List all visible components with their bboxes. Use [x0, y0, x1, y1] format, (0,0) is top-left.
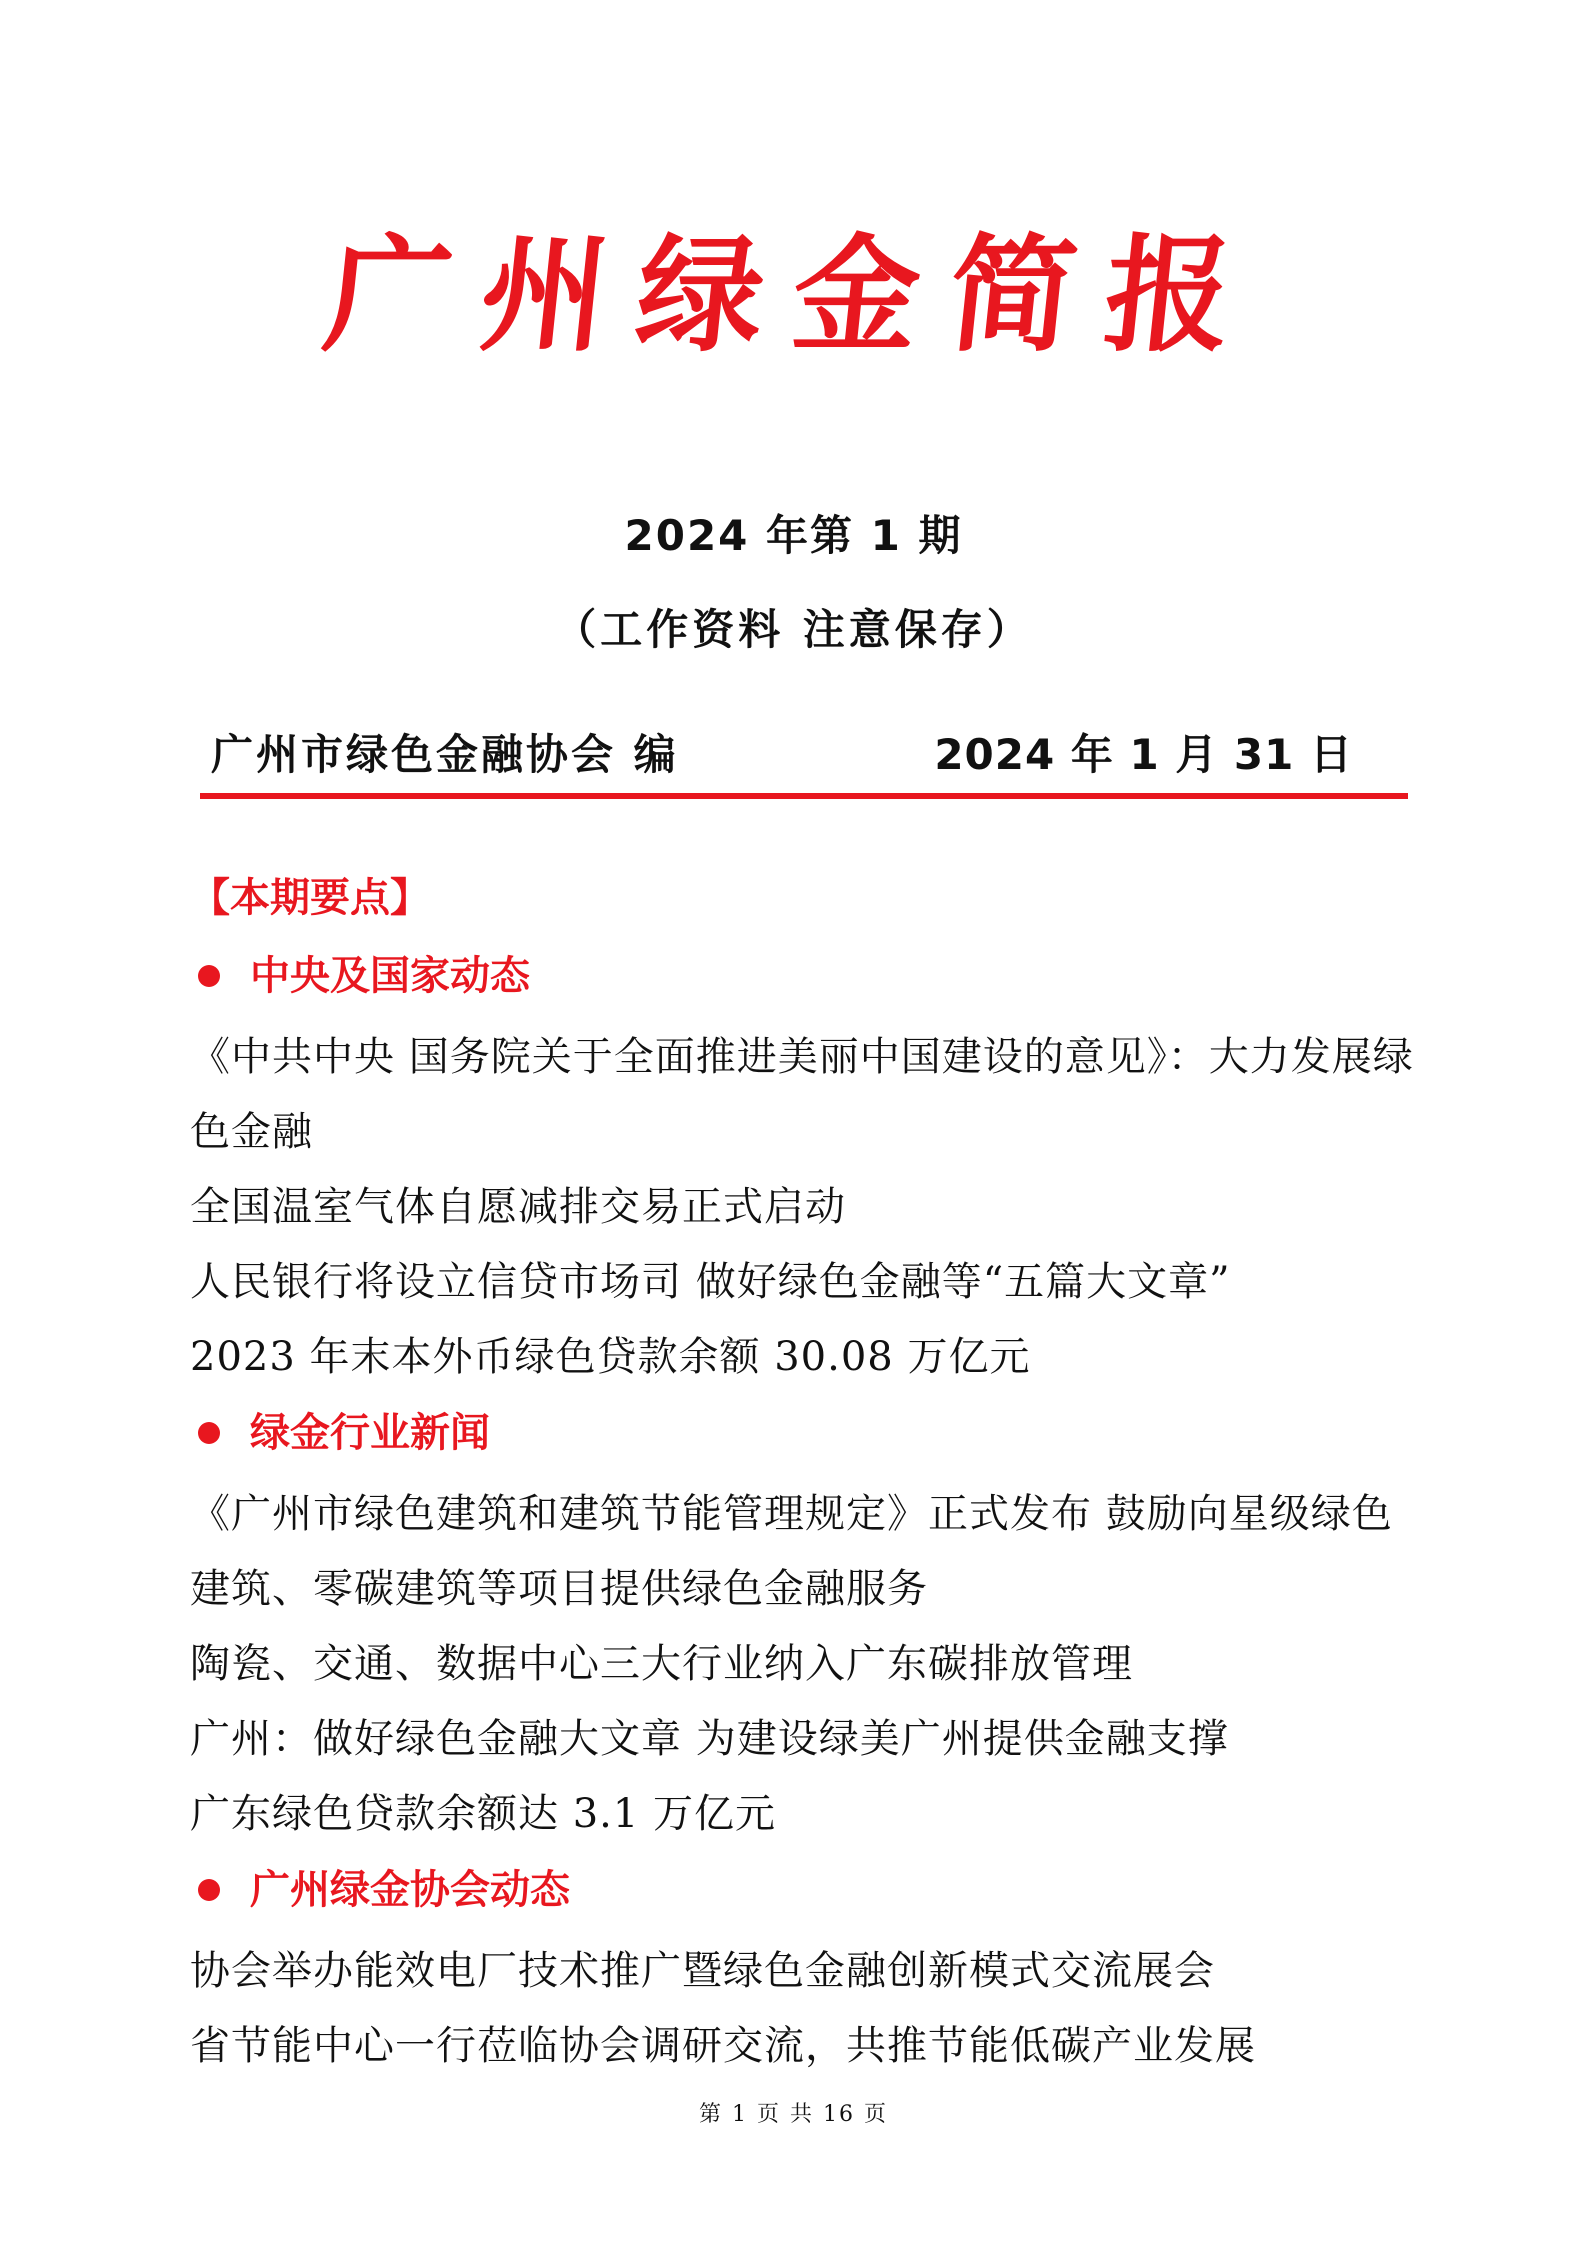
list-item: 《中共中央 国务院关于全面推进美丽中国建设的意见》：大力发展绿色金融 [190, 1034, 1414, 1155]
bullet-icon [198, 1879, 220, 1901]
list-item: 2023 年末本外币绿色贷款余额 30.08 万亿元 [190, 1334, 1031, 1380]
list-item: 协会举办能效电厂技术推广暨绿色金融创新模式交流展会 [190, 1948, 1215, 1994]
list-item: 人民银行将设立信贷市场司 做好绿色金融等“五篇大文章” [190, 1259, 1231, 1305]
section-heading-label: 中央及国家动态 [250, 953, 530, 999]
section-national [190, 946, 1420, 1395]
section-heading [190, 1860, 1420, 1920]
section-heading [190, 1403, 1420, 1463]
list-item: 广州：做好绿色金融大文章 为建设绿美广州提供金融支撑 [190, 1716, 1229, 1762]
section-industry-news [190, 1403, 1420, 1852]
section-heading [190, 946, 1420, 1006]
masthead-title: 广州绿金简报 [317, 221, 1270, 369]
document-note: （工作资料 注意保存） [554, 605, 1033, 654]
highlights-content [190, 868, 1420, 2092]
section-heading-label: 绿金行业新闻 [250, 1410, 490, 1456]
issue-number: 2024 年第 1 期 [624, 511, 963, 560]
publish-date: 2024 年 1 月 31 日 [934, 730, 1353, 779]
bullet-icon [198, 1422, 220, 1444]
editor-name: 广州市绿色金融协会 编 [211, 730, 679, 779]
editor-line [205, 725, 1365, 785]
section-association-news [190, 1860, 1420, 2084]
list-item: 广东绿色贷款余额达 3.1 万亿元 [190, 1791, 777, 1837]
section-heading-label: 广州绿金协会动态 [250, 1867, 570, 1913]
list-item: 陶瓷、交通、数据中心三大行业纳入广东碳排放管理 [190, 1641, 1133, 1687]
page-number: 第 1 页 共 16 页 [699, 2102, 888, 2127]
list-item: 《广州市绿色建筑和建筑节能管理规定》正式发布 鼓励向星级绿色建筑、零碳建筑等项目提供绿色金融服务 [190, 1491, 1393, 1612]
bullet-icon [198, 965, 220, 987]
header-divider [200, 793, 1408, 799]
list-item: 全国温室气体自愿减排交易正式启动 [190, 1184, 846, 1230]
list-item: 省节能中心一行莅临协会调研交流，共推节能低碳产业发展 [190, 2023, 1256, 2069]
highlights-title: 【本期要点】 [190, 875, 430, 921]
